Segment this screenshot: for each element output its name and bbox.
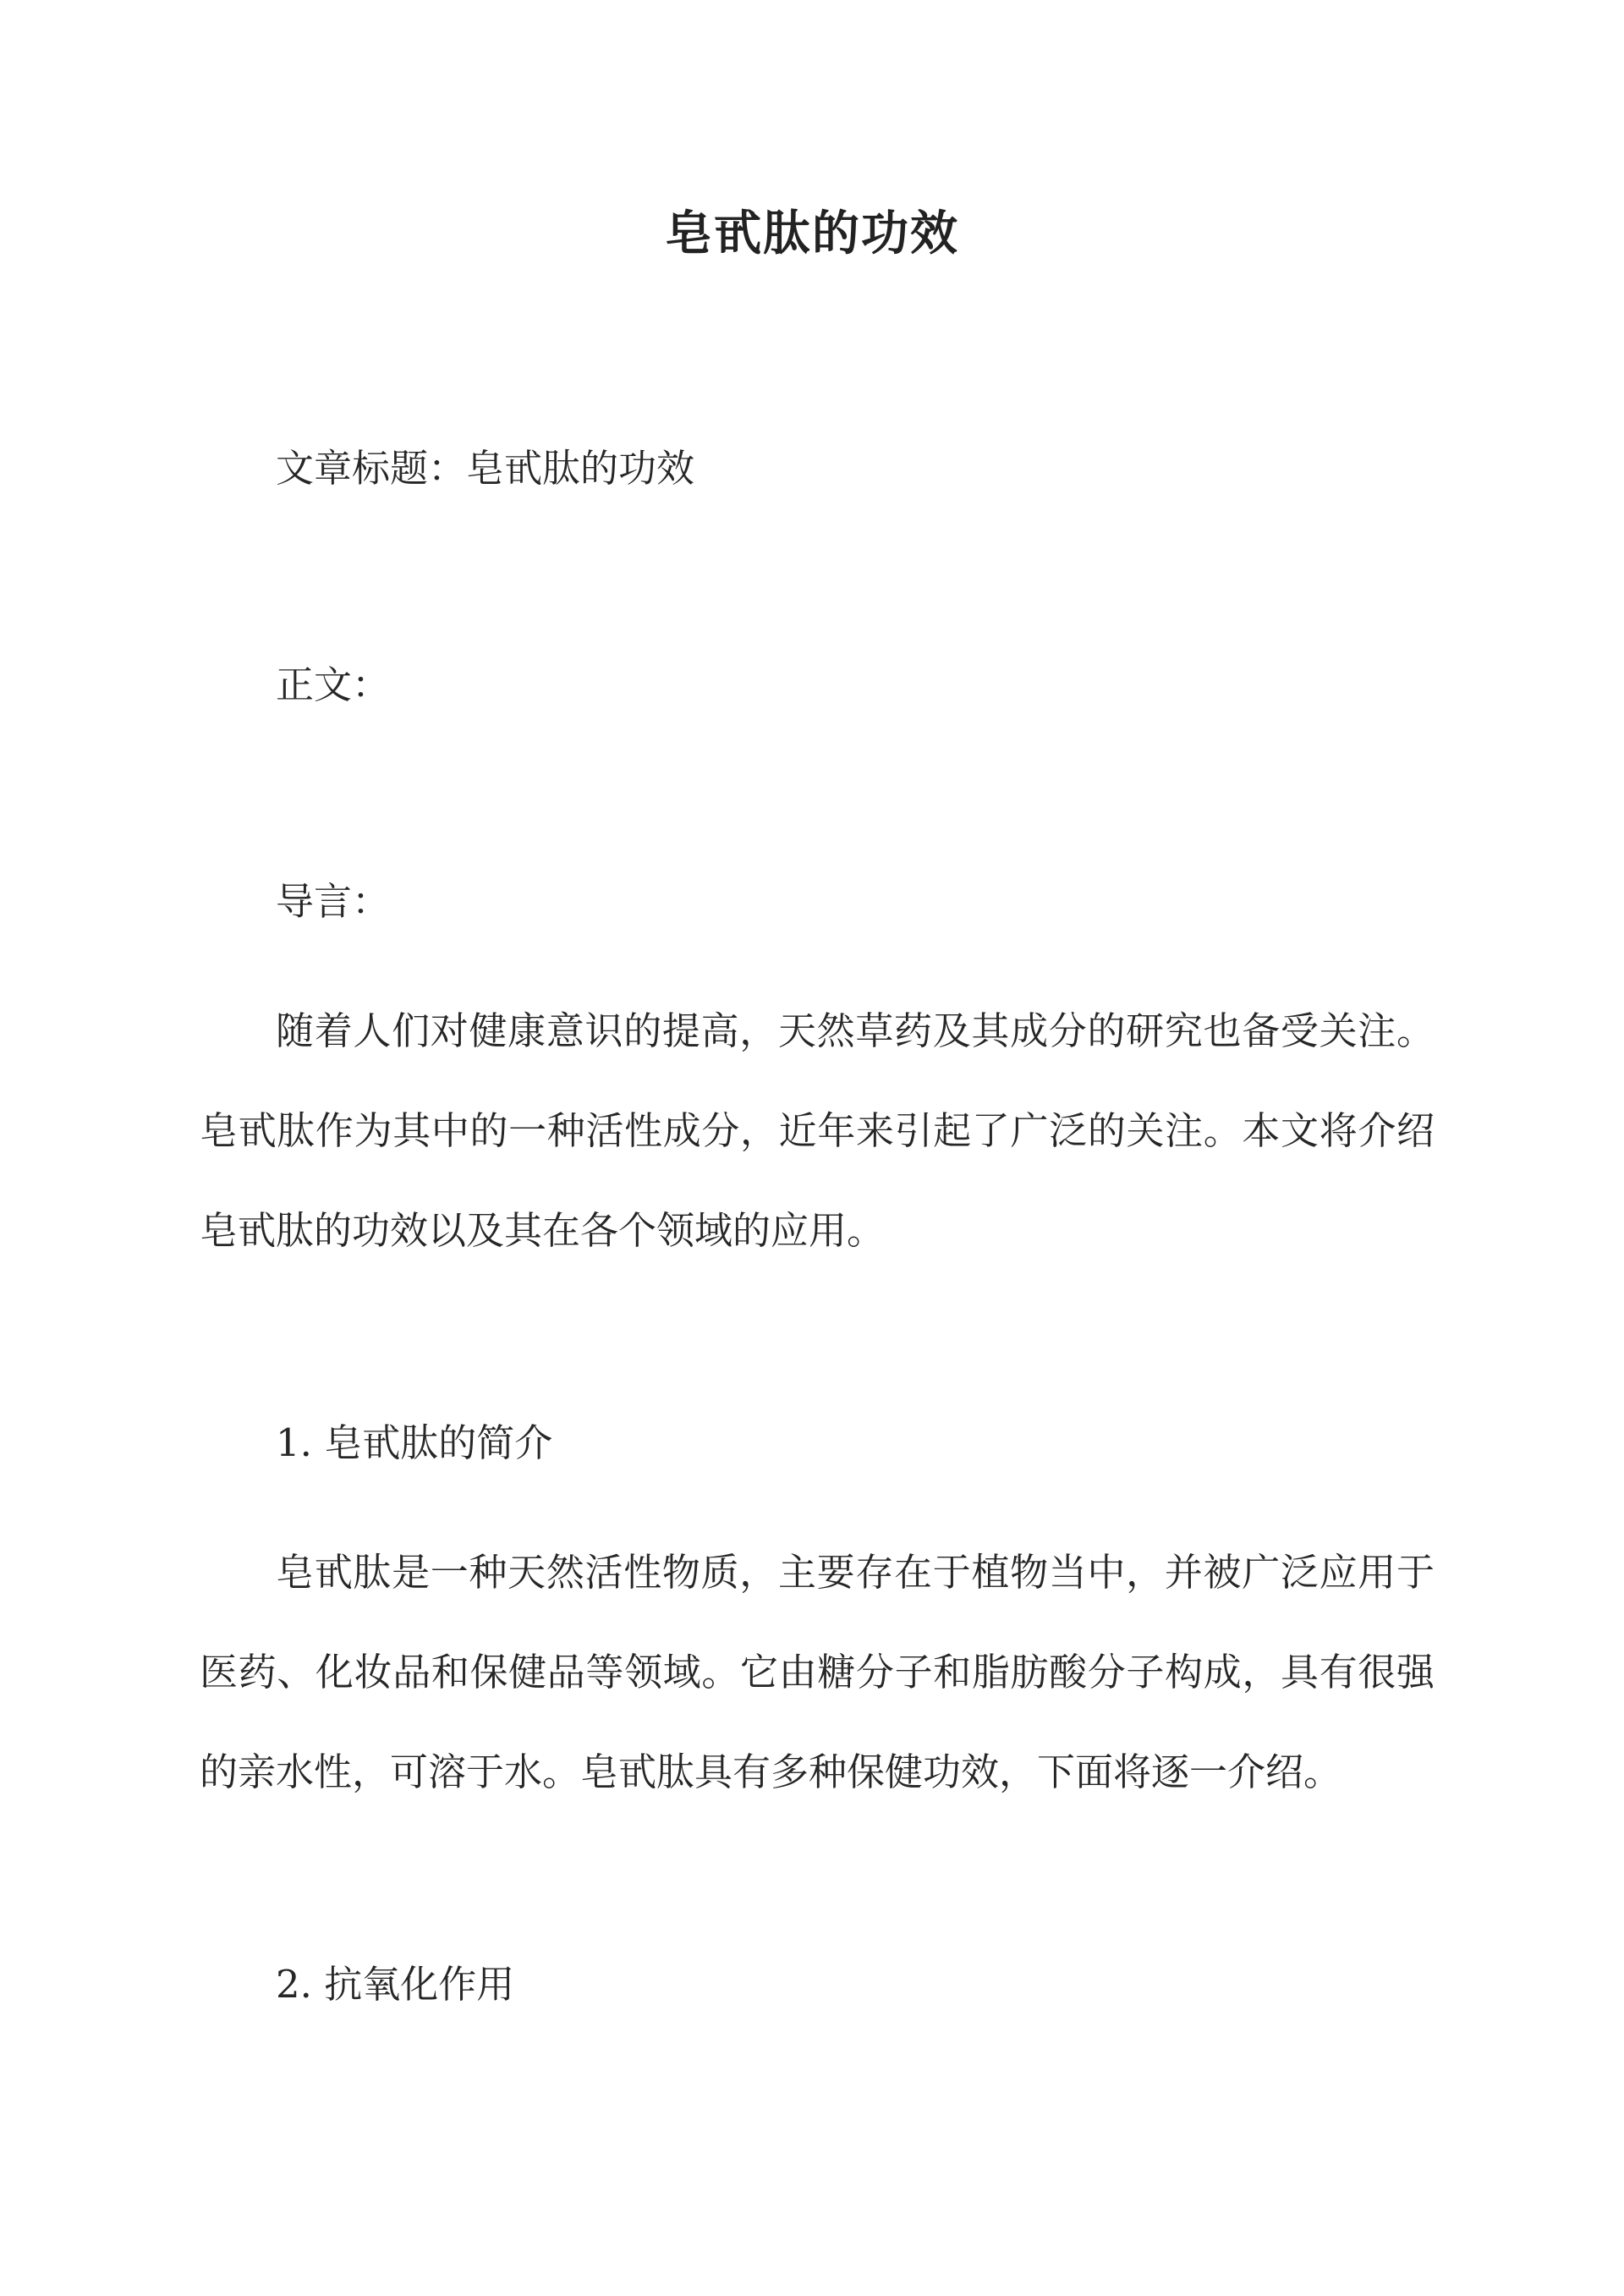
intro-paragraph: 随着人们对健康意识的提高，天然草药及其成分的研究也备受关注。皂甙肽作为其中的一种活性成分，近年来引起了广泛的关注。本文将介绍皂甙肽的功效以及其在各个领域的应用。	[200, 1008, 1435, 1253]
section2-heading: 2. 抗氧化作用	[276, 1962, 515, 2007]
section1-heading: 1. 皂甙肽的简介	[276, 1420, 553, 1465]
article-title-line: 文章标题：皂甙肽的功效	[276, 446, 695, 491]
intro-label: 导言：	[276, 879, 391, 924]
body-label: 正文：	[276, 662, 391, 707]
section1-paragraph: 皂甙肽是一种天然活性物质，主要存在于植物当中，并被广泛应用于医药、化妆品和保健品等领域。它由糖分子和脂肪酸分子构成，具有很强的亲水性，可溶于水。皂甙肽具有多种保健功效，下面将逐一介绍。	[200, 1550, 1435, 1794]
document-title: 皂甙肽的功效	[665, 206, 959, 261]
